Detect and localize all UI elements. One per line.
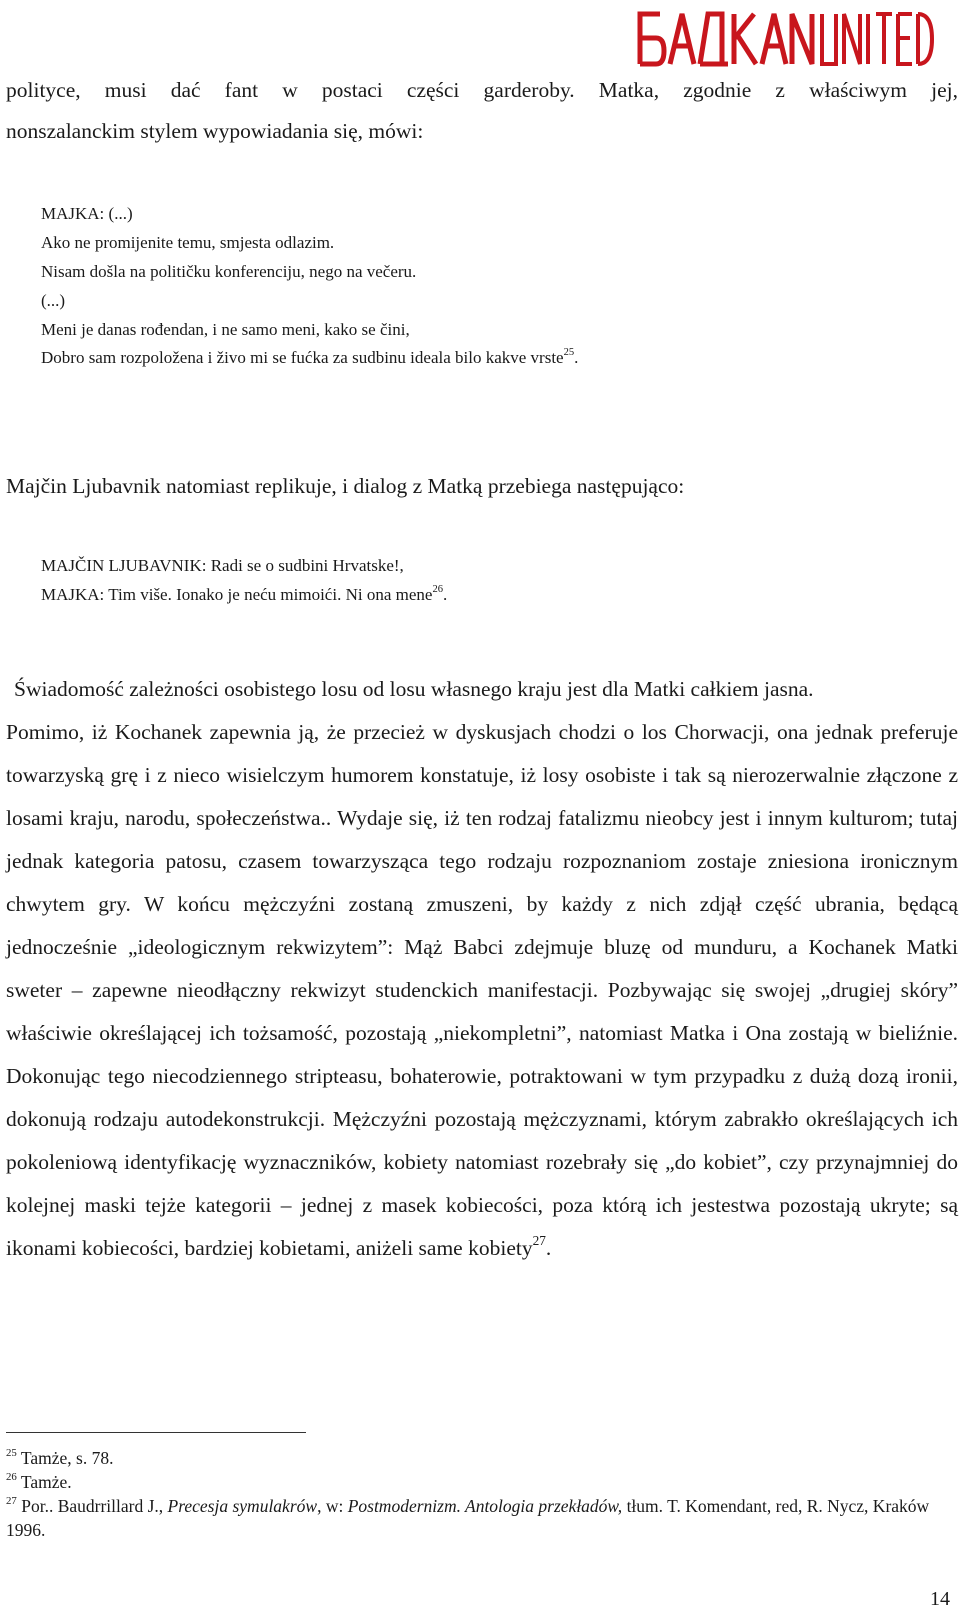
footnote-divider (6, 1432, 306, 1433)
main-body: Pomimo, iż Kochanek zapewnia ją, że przecież w dyskusjach chodzi o los Chorwacji, ona jednak preferuje towarzyską grę i z nieco wisielczym humorem konstatuje, iż losy osobiste i tak są nierozerwalnie złączone z losami kraju, narodu, społeczeństwa.. Wydaje się, iż ten rodzaj fatalizmu nieobcy jest i innym kulturom; tutaj jednak kategoria patosu, czasem towarzysząca tego rodzaju rozpoznaniom zostaje zniesiona ironicznym chwytem gry. W końcu mężczyźni zostaną zmuszeni, by każdy z nich zdjął część ubrania, będącą jednocześnie „ideologicznym rekwizytem”: Mąż Babci zdejmuje bluzę od munduru, a Kochanek Matki sweter – zapewne nieodłączny rekwizyt studenckich manifestacji. Pozbywając się swojej „drugiej skóry” właściwie określającej ich tożsamość, pozostają „niekompletni”, natomiast Matka i Ona zostają w bieliźnie. Dokonując tego niecodziennego stripteasu, bohaterowie, potraktowani w tym przypadku z dużą dozą ironii, dokonują rodzaju autodekonstrukcji. Mężczyźni pozostają mężczyznami, którym zabrakło określających ich pokoleniową identyfikację wyznaczników, kobiety natomiast rozebrały się „do kobiet”, czy przynajmniej do kolejnej maski tejże kategorii – jednej z masek kobiecości, poza którą ich jestestwa pozostają ukryte; są ikonami kobiecości, bardziej kobietami, aniżeli same kobiety$^{27}$. (6, 720, 958, 1260)
footnote-text: Tamże, s. 78. (20, 1448, 114, 1468)
quote-line: MAJČIN LJUBAVNIK: Radi se o sudbini Hrvatske!, (41, 556, 404, 575)
quote-line: Meni je danas rođendan, i ne samo meni, kako se čini, (41, 319, 410, 339)
footnote-title: Precesja symulakrów (167, 1496, 318, 1517)
footnote-text: , w: (317, 1496, 348, 1517)
footnotes (6, 1446, 956, 1543)
footnote-number: 27 (6, 1495, 17, 1508)
intro-paragraph (6, 70, 958, 152)
quote-line: MAJKA: Tim više. Ionako je neću mimoići. Ni ona mene$^{26}$. (41, 584, 448, 604)
quote-line: Dobro sam rozpoložena i živo mi se fućka za sudbinu ideala bilo kakve vrste$^{25}$. (41, 347, 579, 368)
footnote-number: 25 (6, 1446, 17, 1459)
intro-line: polityce, musi dać fant w postaci części garderoby. Matka, zgodnie z właściwym jej, (6, 78, 958, 102)
quote-dialog (41, 552, 921, 610)
main-first-line: Świadomość zależności osobistego losu od losu własnego kraju jest dla Matki całkiem jasna. (14, 677, 814, 701)
footnote-ref: 26 (432, 584, 443, 595)
footnote-ref: 27 (532, 1233, 546, 1249)
quote-majka (41, 200, 921, 373)
footnote-text: Por.. Baudrrillard J., (21, 1496, 168, 1517)
logo-graphic (634, 6, 934, 70)
quote-line: MAJKA: (...) (41, 204, 133, 223)
footnote-ref: 25 (563, 347, 575, 359)
intro-line: nonszalanckim stylem wypowiadania się, mówi: (6, 118, 424, 143)
footnote-27 (6, 1494, 956, 1542)
quote-line: (...) (41, 290, 66, 310)
footnote-text: tłum. T. Komendant, red, R. Nycz, Kraków 1996. (6, 1496, 930, 1541)
quote-line-text: MAJKA: Tim više. Ionako je neću mimoići. Ni ona mene (41, 584, 433, 604)
quote-line: Ako ne promijenite temu, smjesta odlazim. (41, 232, 335, 252)
footnote-book: Postmodernizm. Antologia przekładów, (347, 1496, 623, 1517)
quote-line-text: Dobro sam rozpoložena i živo mi se fućka za sudbinu ideala bilo kakve vrste (41, 348, 564, 368)
main-body-text: Pomimo, iż Kochanek zapewnia ją, że przecież w dyskusjach chodzi o los Chorwacji, ona jednak preferuje towarzyską grę i z nieco wisielczym humorem konstatuje, iż losy osobiste i tak są nierozerwalnie złączone z losami kraju, narodu, społeczeństwa.. Wydaje się, iż ten rodzaj fatalizmu nieobcy jest i innym kulturom; tutaj jednak kategoria patosu, czasem towarzysząca tego rodzaju rozpoznaniom zostaje zniesiona ironicznym chwytem gry. W końcu mężczyźni zostaną zmuszeni, by każdy z nich zdjął część ubrania, będącą jednocześnie „ideologicznym rekwizytem”: Mąż Babci zdejmuje bluzę od munduru, a Kochanek Matki sweter – zapewne nieodłączny rekwizyt studenckich manifestacji. Pozbywając się swojej „drugiej skóry” właściwie określającej ich tożsamość, pozostają „niekompletni”, natomiast Matka i Ona zostają w bieliźnie. Dokonując tego niecodziennego stripteasu, bohaterowie, potraktowani w tym przypadku z dużą dozą ironii, dokonują rodzaju autodekonstrukcji. Mężczyźni pozostają mężczyznami, którym zabrakło określających ich pokoleniową identyfikację wyznaczników, kobiety natomiast rozebrały się „do kobiet”, czy przynajmniej do kolejnej maski tejże kategorii – jednej z masek kobiecości, poza którą ich jestestwa pozostają ukryte; są ikonami kobiecości, bardziej kobietami, aniżeli same kobiety (6, 720, 958, 1260)
middle-paragraph: Majčin Ljubavnik natomiast replikuje, i dialog z Matką przebiega następująco: (6, 474, 685, 498)
footnote-number: 26 (6, 1471, 17, 1484)
main-paragraph (6, 668, 958, 1270)
footnote-26 (6, 1470, 956, 1494)
footnote-text: Tamże. (20, 1472, 72, 1493)
page-number: 14 (930, 1588, 950, 1610)
balkan-united-logo (634, 6, 934, 70)
footnote-25 (6, 1446, 956, 1470)
quote-line: Nisam došla na političku konferenciju, nego na večeru. (41, 261, 417, 281)
